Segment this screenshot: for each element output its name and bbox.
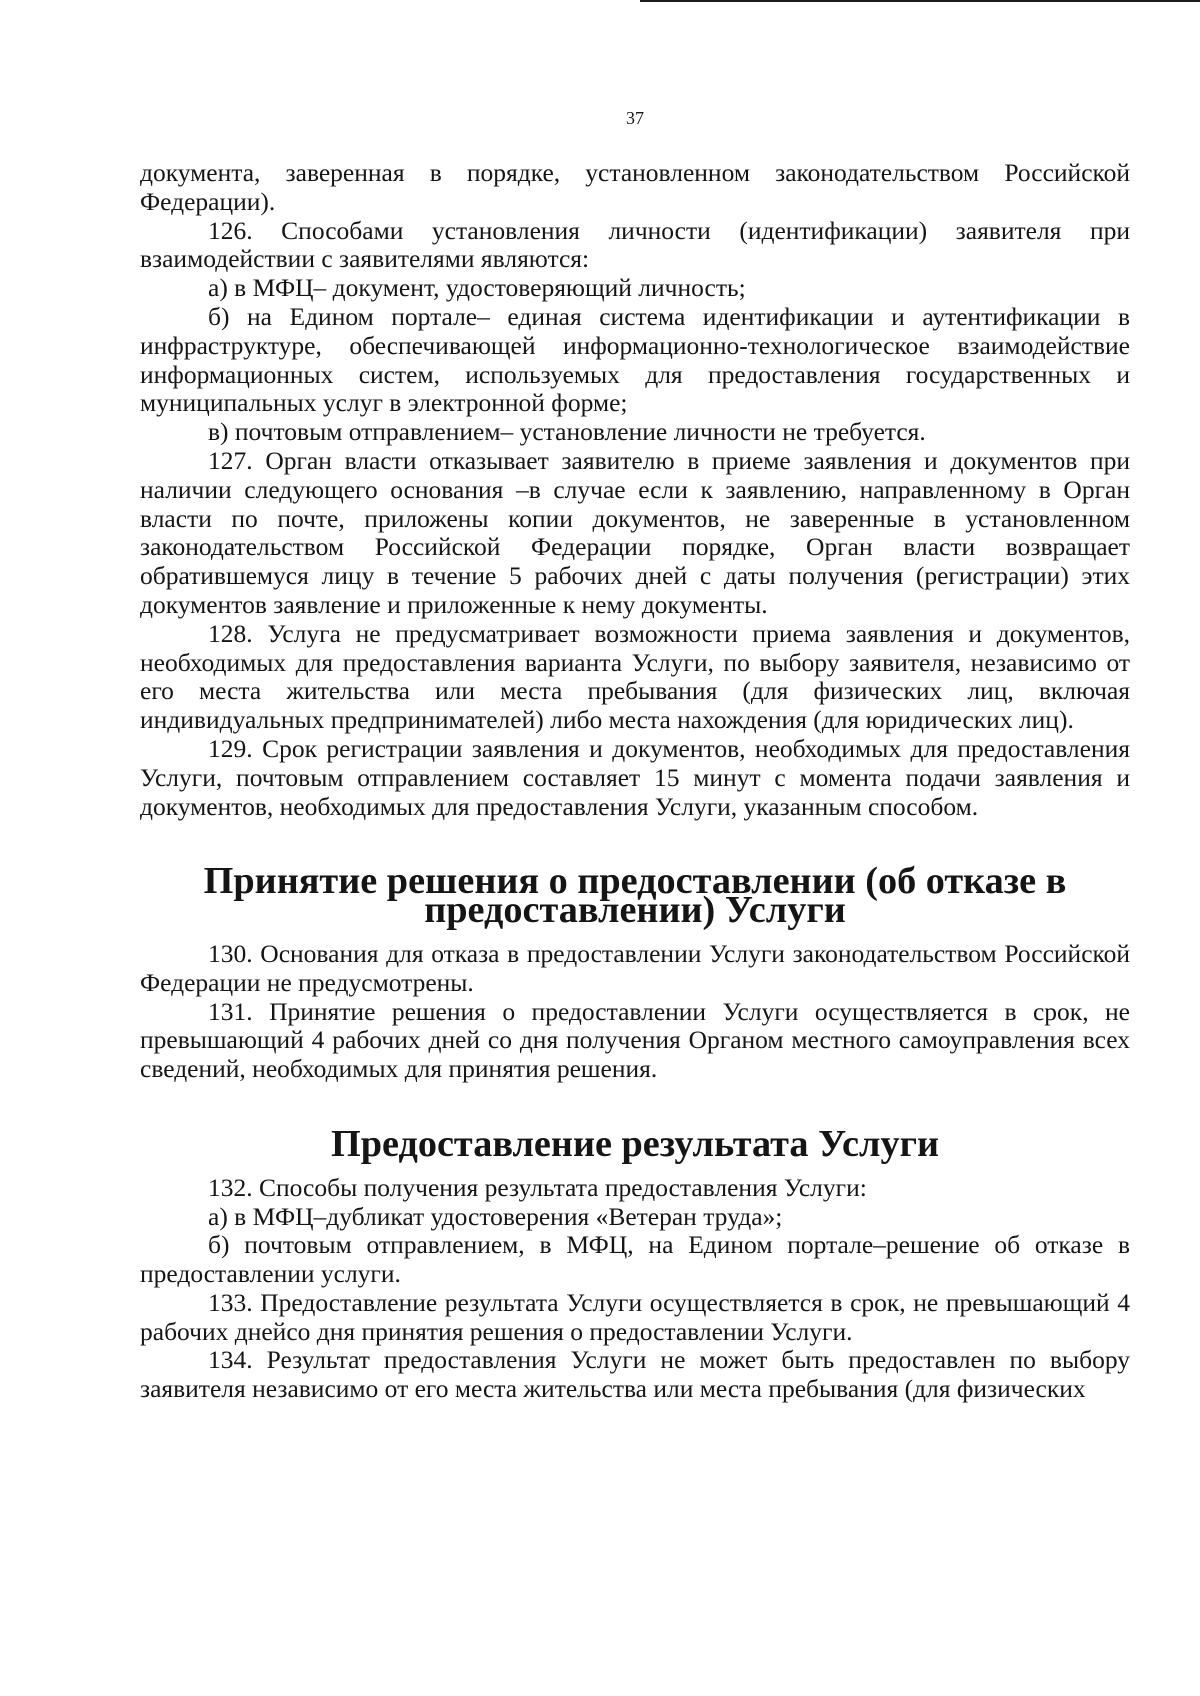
- paragraph-134: 134. Результат предоставления Услуги не может быть предоставлен по выбору заявителя независимо от его места жительства или места пребывания (для физических: [140, 1345, 1130, 1404]
- paragraph-131: 131. Принятие решения о предоставлении Услуги осуществляется в срок, не превышающий 4 рабочих дней со дня получения Органом местного самоуправления всех сведений, необходимых для принятия решения.: [140, 996, 1130, 1084]
- paragraph-126: 126. Способами установления личности (идентификации) заявителя при взаимодействии с заявителями являются:: [140, 215, 1130, 274]
- item-132-a: а) в МФЦ–дубликат удостоверения «Ветеран труда»;: [208, 1201, 783, 1231]
- item-132-b: б) почтовым отправлением, в МФЦ, на Едином портале–решение об отказе в предоставлении услуги.: [140, 1230, 1130, 1289]
- paragraph-128: 128. Услуга не предусматривает возможности приема заявления и документов, необходимых для предоставления варианта Услуги, по выбору заявителя, независимо от его места жительства или места пребывания (для физических лиц, включая индивидуальных предпринимателей) либо места нахождения (для юридических лиц).: [140, 618, 1130, 735]
- paragraph-127: 127. Орган власти отказывает заявителю в приеме заявления и документов при наличии следующего основания –в случае если к заявлению, направленному в Орган власти по почте, приложены копии документов, не заверенные в установленном законодательством Российской Федерации порядке, Орган власти возвращает обратившемуся лицу в течение 5 рабочих дней с даты получения (регистрации) этих документов заявление и приложенные к нему документы.: [140, 445, 1130, 619]
- document-page: [140, 108, 1130, 1404]
- item-126-v: в) почтовым отправлением– установление личности не требуется.: [208, 417, 926, 447]
- paragraph-130: 130. Основания для отказа в предоставлении Услуги законодательством Российской Федерации не предусмотрены.: [140, 938, 1130, 997]
- item-126-a: а) в МФЦ– документ, удостоверяющий личность;: [208, 273, 746, 303]
- paragraph-129: 129. Срок регистрации заявления и документов, необходимых для предоставления Услуги, почтовым отправлением составляет 15 минут с момента подачи заявления и документов, необходимых для предоставления Услуги, указанным способом.: [140, 733, 1130, 821]
- scan-top-rule: [640, 0, 1200, 8]
- section-heading-decision: Принятие решения о предоставлении (об отказе в предоставлении) Услуги: [203, 860, 1067, 932]
- section-heading-result: Предоставление результата Услуги: [330, 1122, 939, 1165]
- paragraph-132: 132. Способы получения результата предоставления Услуги:: [208, 1172, 867, 1202]
- paragraph-continuation: документа, заверенная в порядке, установленном законодательством Российской Федерации).: [140, 158, 1130, 216]
- paragraph-133: 133. Предоставление результата Услуги осуществляется в срок, не превышающий 4 рабочих днейсо дня принятия решения о предоставлении Услуги.: [140, 1287, 1130, 1346]
- item-126-b: б) на Едином портале– единая система идентификации и аутентификации в инфраструктуре, обеспечивающей информационно-технологическое взаимодействие информационных систем, используемых для предоставления государственных и муниципальных услуг в электронной форме;: [140, 301, 1130, 418]
- page-number: 37: [626, 108, 644, 128]
